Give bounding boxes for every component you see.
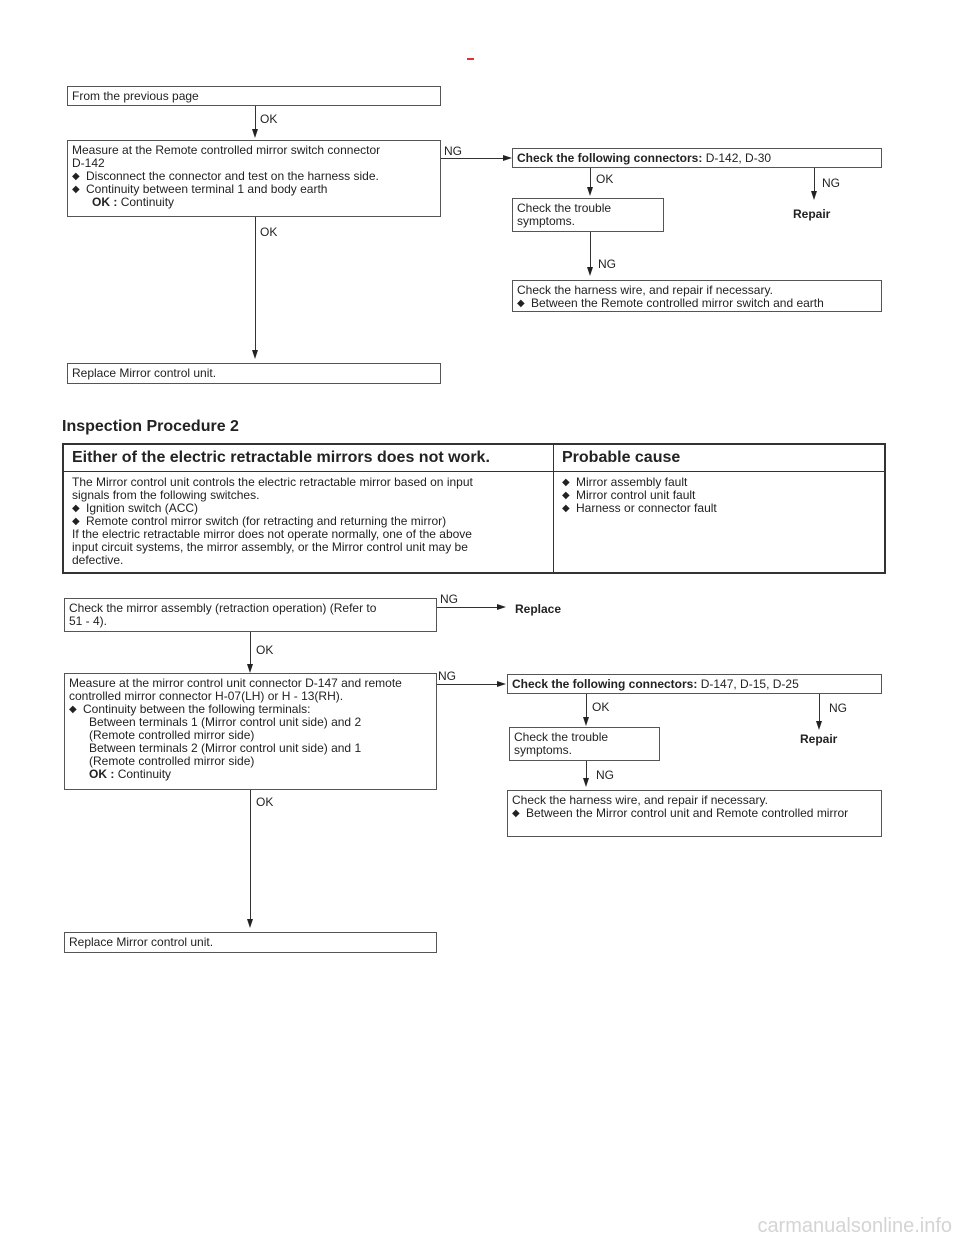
connector-line: [441, 158, 504, 159]
ng-label: NG: [598, 257, 616, 271]
cause-item: ◆ Mirror control unit fault: [562, 489, 876, 502]
section-heading: Inspection Procedure 2: [62, 418, 239, 435]
desc-line: The Mirror control unit controls the electric retractable mirror based on input: [72, 475, 473, 489]
connector-line: [255, 217, 256, 351]
measure-control-unit-box: [64, 673, 437, 790]
measure-line-2: controlled mirror connector H-07(LH) or H - 13(RH).: [69, 689, 344, 703]
desc-line: signals from the following switches.: [72, 488, 260, 502]
connector-line: [814, 168, 815, 192]
desc-line: defective.: [72, 553, 124, 567]
check-harness-box: [512, 280, 882, 312]
replace-control-unit-box: [64, 932, 437, 953]
arrow-down: [587, 267, 593, 276]
connector-line: [590, 232, 591, 268]
check-mirror-assembly-box: [64, 598, 437, 632]
cause-item: ◆ Harness or connector fault: [562, 502, 876, 515]
probable-cause-list: [554, 472, 886, 574]
ok-label: OK: [260, 112, 278, 126]
table-header-cause: Probable cause: [554, 444, 886, 472]
harness-bullet-1: ◆ Between the Remote controlled mirror switch and earth: [517, 297, 877, 310]
ok-label: OK: [592, 700, 610, 714]
ng-label: NG: [440, 592, 458, 606]
ng-label: NG: [596, 768, 614, 782]
connector-line: [250, 790, 251, 920]
check-connectors-value: D-142, D-30: [705, 151, 772, 165]
measure-bullet-1: ◆ Continuity between the following terminals:: [69, 703, 432, 716]
arrow-down: [811, 191, 817, 200]
watermark: carmanualsonline.info: [757, 1215, 952, 1237]
harness-title: Check the harness wire, and repair if necessary.: [517, 283, 773, 297]
check-connectors-value: D-147, D-15, D-25: [700, 677, 799, 691]
arrow-down: [583, 778, 589, 787]
ok-criteria-label: OK :: [92, 195, 118, 209]
ng-label: NG: [829, 701, 847, 715]
connector-line: [437, 684, 498, 685]
arrow-down: [252, 129, 258, 138]
desc-bullet: ◆ Ignition switch (ACC): [72, 502, 545, 515]
ng-label: NG: [444, 144, 462, 158]
cause-item: ◆ Mirror assembly fault: [562, 476, 876, 489]
connector-line: [250, 632, 251, 665]
desc-line: input circuit systems, the mirror assembly, or the Mirror control unit may be: [72, 540, 468, 554]
header-dash: [467, 58, 474, 60]
ok-label: OK: [596, 172, 614, 186]
connector-line: [586, 694, 587, 718]
arrow-down: [252, 350, 258, 359]
replace-text: Replace: [515, 602, 562, 616]
ng-label: NG: [438, 669, 456, 683]
replace-control-unit-box: [67, 363, 441, 384]
repair-text: Repair: [800, 732, 838, 746]
repair-text: Repair: [793, 207, 831, 221]
measure-title: Measure at the Remote controlled mirror switch connector: [72, 143, 381, 157]
connector-line: [586, 761, 587, 779]
measure-switch-connector-box: [67, 140, 441, 217]
harness-title: Check the harness wire, and repair if necessary.: [512, 793, 768, 807]
check-harness-box: [507, 790, 882, 837]
from-previous-page-box: [67, 86, 441, 106]
measure-line-1: Measure at the mirror control unit connector D-147 and remote: [69, 676, 402, 690]
replace-control-unit-text: Replace Mirror control unit.: [72, 366, 217, 380]
ok-criteria-value: Continuity: [117, 767, 172, 781]
probable-cause-table: [62, 443, 886, 574]
table-header-symptom: Either of the electric retractable mirrors does not work.: [63, 444, 554, 472]
ok-label: OK: [260, 225, 278, 239]
connector-line: [590, 168, 591, 188]
check-mirror-line-1: Check the mirror assembly (retraction operation) (Refer to: [69, 601, 377, 615]
measure-bullet-2: ◆ Continuity between terminal 1 and body earth: [72, 183, 436, 196]
check-connectors-label: Check the following connectors:: [517, 151, 703, 165]
arrow-right: [503, 155, 512, 161]
ok-label: OK: [256, 643, 274, 657]
check-connectors-label: Check the following connectors:: [512, 677, 698, 691]
from-previous-page-text: From the previous page: [72, 89, 199, 103]
arrow-down: [247, 664, 253, 673]
check-mirror-line-2: 51 - 4).: [69, 614, 108, 628]
desc-line: If the electric retractable mirror does not operate normally, one of the above: [72, 527, 472, 541]
ok-label: OK: [256, 795, 274, 809]
desc-bullet: ◆ Remote control mirror switch (for retracting and returning the mirror): [72, 515, 545, 528]
connector-line: [255, 106, 256, 130]
arrow-down: [583, 717, 589, 726]
symptom-description: [63, 472, 554, 574]
measure-indent-3: Between terminals 2 (Mirror control unit side) and 1: [89, 741, 362, 755]
check-trouble-text: Check the trouble symptoms.: [517, 201, 612, 228]
check-trouble-box: [512, 198, 664, 232]
harness-bullet-1: ◆ Between the Mirror control unit and Remote controlled mirror: [512, 807, 866, 820]
check-connectors-box: [507, 674, 882, 694]
arrow-right: [497, 604, 506, 610]
measure-indent-1: Between terminals 1 (Mirror control unit side) and 2: [89, 715, 362, 729]
arrow-down: [816, 721, 822, 730]
check-connectors-box: [512, 148, 882, 168]
connector-line: [819, 694, 820, 722]
measure-connector: D-142: [72, 156, 105, 170]
ok-criteria-value: Continuity: [120, 195, 175, 209]
ng-label: NG: [822, 176, 840, 190]
connector-line: [437, 607, 498, 608]
check-trouble-text: Check the trouble symptoms.: [514, 730, 609, 757]
arrow-right: [497, 681, 506, 687]
arrow-down: [587, 187, 593, 196]
measure-indent-4: (Remote controlled mirror side): [89, 754, 255, 768]
measure-bullet-1: ◆ Disconnect the connector and test on the harness side.: [72, 170, 436, 183]
arrow-down: [247, 919, 253, 928]
measure-indent-2: (Remote controlled mirror side): [89, 728, 255, 742]
ok-criteria-label: OK :: [89, 767, 115, 781]
check-trouble-box: [509, 727, 660, 761]
replace-control-unit-text: Replace Mirror control unit.: [69, 935, 214, 949]
